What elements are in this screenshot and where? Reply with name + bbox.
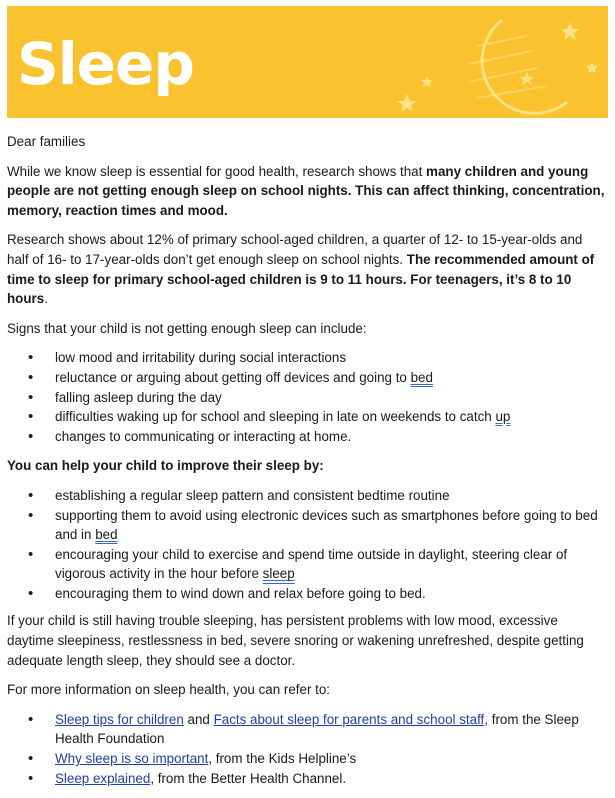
help-heading <box>7 456 607 476</box>
list-item <box>7 368 607 388</box>
resource-item <box>7 710 607 749</box>
resources-list <box>7 710 607 788</box>
sleep-explained-link[interactable]: Sleep explained <box>55 770 151 786</box>
doctor-paragraph: If your child is still having trouble sleeping, has persistent problems with low mood, excessive daytime sleepiness, restlessness in bed, severe snoring or wakening unrefreshed, despite getting adequate length sleep, they should see a doctor. <box>7 613 584 668</box>
sleep-tips-link[interactable]: Sleep tips for children <box>55 711 184 727</box>
signs-intro: Signs that your child is not getting enough sleep can include: <box>7 320 367 336</box>
resource-source: , from the Kids Helpline’s <box>208 751 357 767</box>
help-list <box>7 486 607 604</box>
list-item: • encouraging them to wind down and relax before going to bed. <box>7 584 607 604</box>
list-item: • falling asleep during the day <box>7 388 607 408</box>
resource-source: , from the Sleep Health Foundation <box>55 711 579 747</box>
help-heading-text: You can help your child to improve their sleep by: <box>7 458 324 474</box>
list-item <box>7 407 607 427</box>
why-sleep-link[interactable]: Why sleep is so important <box>55 751 209 767</box>
period: . <box>44 291 48 307</box>
sleep-facts-link[interactable]: Facts about sleep for parents and school staff <box>213 711 485 727</box>
list-item-text: difficulties waking up for school and sleeping in late on weekends to catch <box>55 409 496 425</box>
resource-item <box>7 769 607 789</box>
intro-bold-text: many children and young people are not getting enough sleep on school nights. This can affect thinking, concentration, memory, reaction times and mood. <box>7 163 605 218</box>
list-item: • low mood and irritability during social interactions <box>7 348 607 368</box>
signs-list <box>7 348 607 446</box>
intro-text: While we know sleep is essential for good health, research shows that <box>7 163 427 179</box>
resource-text: and <box>183 711 214 727</box>
moon-icon <box>469 20 567 113</box>
spellcheck-word: up <box>495 409 511 425</box>
list-item-text: encouraging your child to exercise and spend time outside in daylight, steering clear of vigorous activity in the hour before <box>55 546 568 582</box>
resource-source: , from the Better Health Channel. <box>150 770 347 786</box>
spellcheck-word: sleep <box>262 566 295 582</box>
list-item <box>7 545 607 584</box>
list-item: • changes to communicating or interacting at home. <box>7 427 607 447</box>
spellcheck-word: bed <box>410 369 433 385</box>
resource-item <box>7 749 607 769</box>
spellcheck-word: bed <box>95 527 118 543</box>
statistics-paragraph <box>7 230 607 308</box>
list-item-text: reluctance or arguing about getting off devices and going to <box>55 369 411 385</box>
letter-body <box>7 132 607 798</box>
recommendation-bold-text: The recommended amount of time to sleep for primary school-aged children is 9 to 11 hours. For teenagers, it’s 8 to 10 hours <box>7 251 595 307</box>
list-item <box>7 506 607 545</box>
banner-title: Sleep <box>17 30 194 98</box>
sleep-banner <box>7 6 608 118</box>
list-item-text: supporting them to avoid using electronic devices such as smartphones before going to bed and in <box>55 507 598 543</box>
list-item: • establishing a regular sleep pattern and consistent bedtime routine <box>7 486 607 506</box>
greeting: Dear families <box>7 134 86 149</box>
banner-art <box>7 6 608 118</box>
statistics-text: Research shows about 12% of primary school-aged children, a quarter of 12- to 15-year-olds and half of 16- to 17-year-olds don’t get enough sleep on school nights. <box>7 232 583 267</box>
intro-paragraph <box>7 162 607 221</box>
resources-intro: For more information on sleep health, you can refer to: <box>7 682 331 698</box>
